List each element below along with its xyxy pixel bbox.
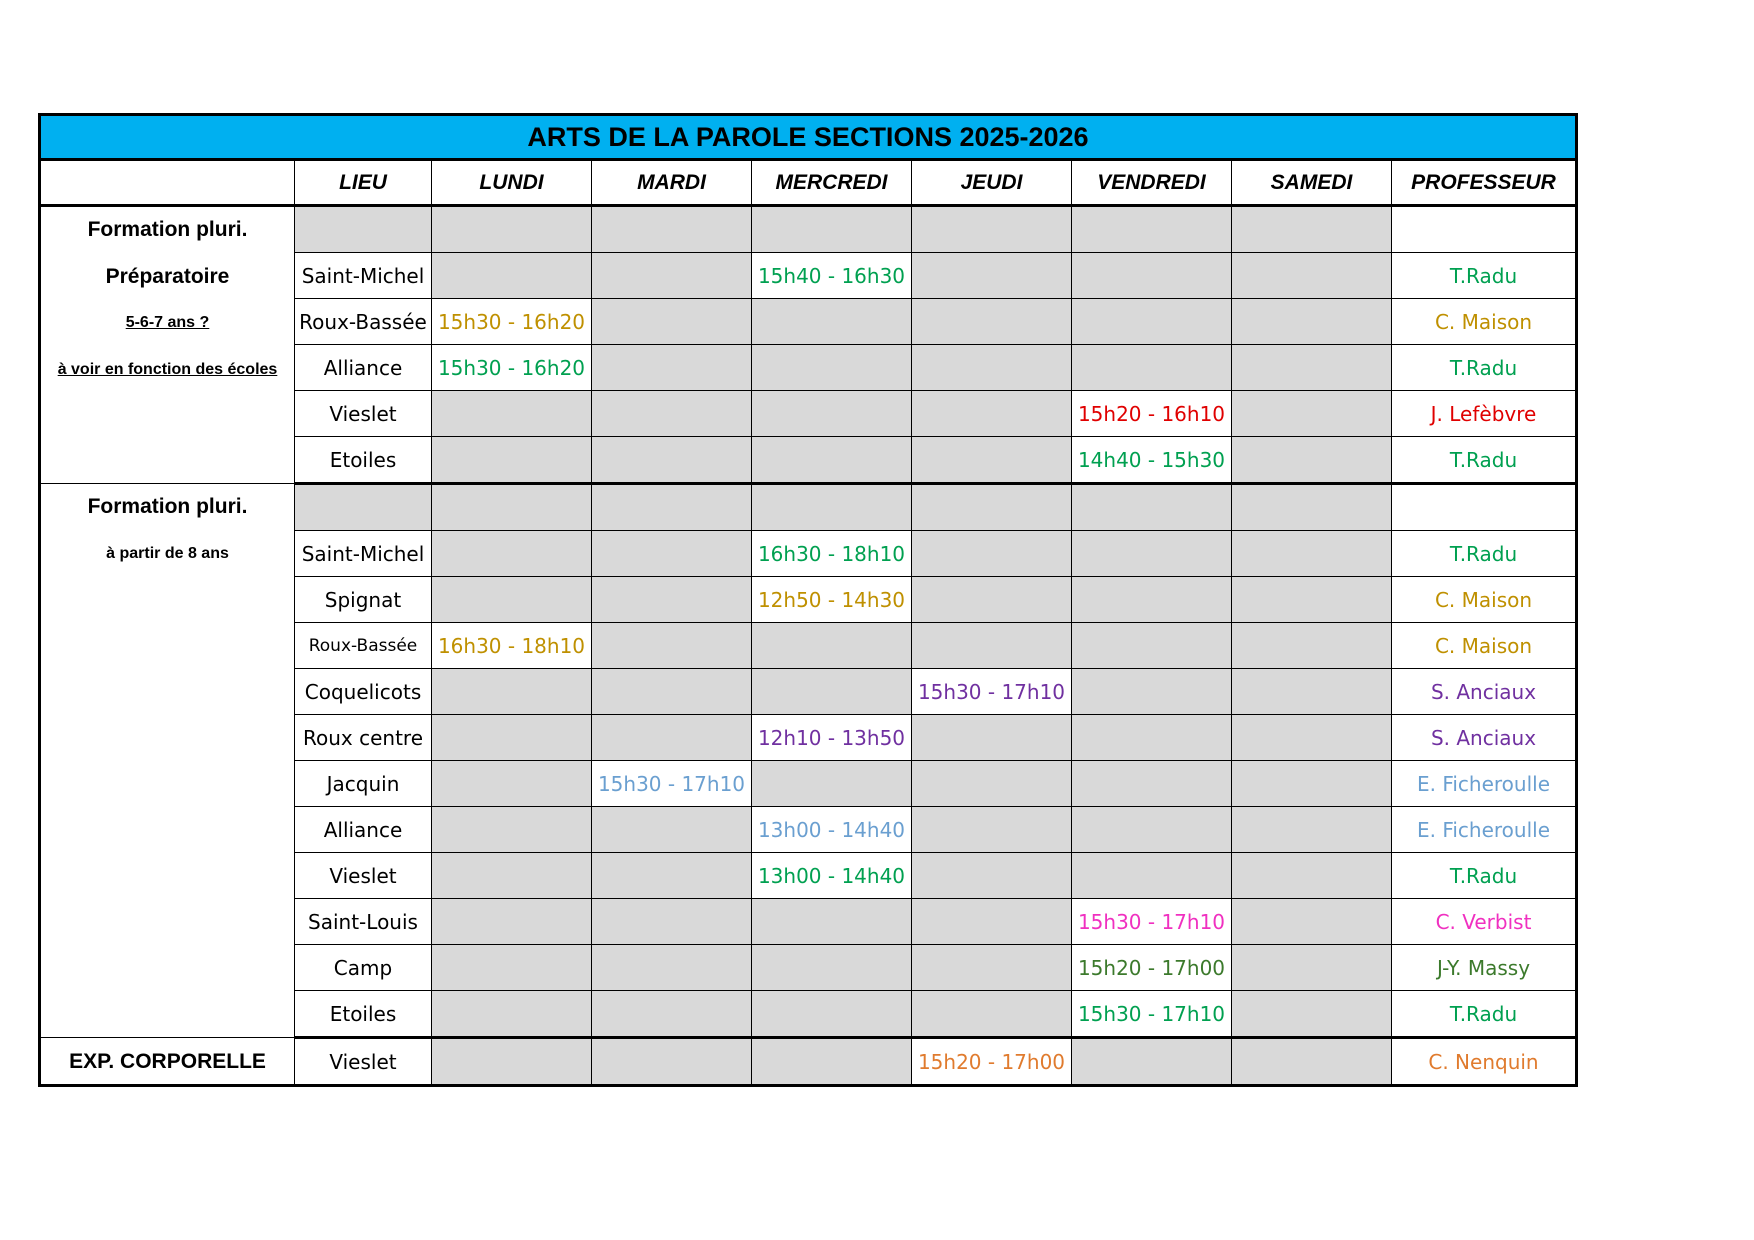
slot-lundi xyxy=(432,899,592,945)
slot-samedi xyxy=(1232,669,1392,715)
slot-samedi xyxy=(1232,253,1392,299)
slot-mercredi xyxy=(752,299,912,345)
slot-mercredi xyxy=(752,1038,912,1086)
slot-mardi: 15h30 - 17h10 xyxy=(592,761,752,807)
slot-jeudi xyxy=(912,484,1072,531)
slot-samedi xyxy=(1232,715,1392,761)
slot-lundi xyxy=(432,761,592,807)
slot-lundi xyxy=(432,715,592,761)
section-label-cell xyxy=(40,484,295,1038)
slot-samedi xyxy=(1232,1038,1392,1086)
header-mercredi: MERCREDI xyxy=(752,160,912,206)
slot-jeudi xyxy=(912,853,1072,899)
slot-lundi xyxy=(432,1038,592,1086)
slot-samedi xyxy=(1232,345,1392,391)
slot-mercredi xyxy=(752,391,912,437)
lieu-cell: Etoiles xyxy=(295,437,432,484)
slot-samedi xyxy=(1232,853,1392,899)
professeur-cell: C. Verbist xyxy=(1392,899,1577,945)
lieu-cell: Vieslet xyxy=(295,1038,432,1086)
section-label-cell xyxy=(40,206,295,484)
section-note: 5-6-7 ans ? xyxy=(125,314,210,332)
professeur-cell: C. Maison xyxy=(1392,577,1577,623)
slot-jeudi xyxy=(912,945,1072,991)
slot-mercredi xyxy=(752,484,912,531)
lieu-cell: Roux centre xyxy=(295,715,432,761)
section-title: Préparatoire xyxy=(105,264,230,288)
professeur-cell: C. Maison xyxy=(1392,299,1577,345)
professeur-cell xyxy=(1392,484,1577,531)
slot-mardi xyxy=(592,807,752,853)
slot-vendredi: 14h40 - 15h30 xyxy=(1072,437,1232,484)
section-title: Formation pluri. xyxy=(87,495,248,519)
header-mardi: MARDI xyxy=(592,160,752,206)
slot-vendredi: 15h20 - 17h00 xyxy=(1072,945,1232,991)
slot-jeudi xyxy=(912,623,1072,669)
slot-lundi xyxy=(432,853,592,899)
slot-vendredi xyxy=(1072,484,1232,531)
professeur-cell: T.Radu xyxy=(1392,991,1577,1038)
slot-mardi xyxy=(592,899,752,945)
slot-mercredi: 16h30 - 18h10 xyxy=(752,531,912,577)
slot-lundi: 15h30 - 16h20 xyxy=(432,345,592,391)
slot-mercredi xyxy=(752,206,912,253)
slot-samedi xyxy=(1232,761,1392,807)
header-lieu: LIEU xyxy=(295,160,432,206)
slot-samedi xyxy=(1232,991,1392,1038)
slot-lundi xyxy=(432,391,592,437)
header-section xyxy=(40,160,295,206)
slot-samedi xyxy=(1232,391,1392,437)
slot-vendredi xyxy=(1072,715,1232,761)
slot-lundi: 15h30 - 16h20 xyxy=(432,299,592,345)
slot-jeudi xyxy=(912,391,1072,437)
slot-samedi xyxy=(1232,484,1392,531)
schedule-table xyxy=(38,113,1578,1087)
slot-vendredi xyxy=(1072,531,1232,577)
slot-lundi xyxy=(432,206,592,253)
slot-vendredi xyxy=(1072,853,1232,899)
slot-vendredi: 15h30 - 17h10 xyxy=(1072,899,1232,945)
slot-jeudi xyxy=(912,715,1072,761)
slot-lundi xyxy=(432,531,592,577)
section-note: à voir en fonction des écoles xyxy=(57,360,278,378)
slot-vendredi xyxy=(1072,206,1232,253)
table-row xyxy=(40,206,1577,253)
slot-vendredi xyxy=(1072,299,1232,345)
slot-mercredi: 12h50 - 14h30 xyxy=(752,577,912,623)
slot-mercredi: 13h00 - 14h40 xyxy=(752,807,912,853)
slot-mercredi xyxy=(752,991,912,1038)
section-title: EXP. CORPORELLE xyxy=(69,1049,266,1073)
slot-mercredi xyxy=(752,437,912,484)
section-title: Formation pluri. xyxy=(87,218,248,242)
slot-mercredi xyxy=(752,623,912,669)
slot-mardi xyxy=(592,1038,752,1086)
slot-vendredi xyxy=(1072,807,1232,853)
header-row xyxy=(40,160,1577,206)
lieu-cell: Alliance xyxy=(295,807,432,853)
slot-vendredi: 15h30 - 17h10 xyxy=(1072,991,1232,1038)
slot-mardi xyxy=(592,531,752,577)
slot-samedi xyxy=(1232,531,1392,577)
lieu-cell: Vieslet xyxy=(295,391,432,437)
slot-mercredi xyxy=(752,345,912,391)
slot-mercredi xyxy=(752,945,912,991)
slot-jeudi xyxy=(912,437,1072,484)
table-row xyxy=(40,484,1577,531)
slot-jeudi xyxy=(912,206,1072,253)
slot-mercredi xyxy=(752,899,912,945)
slot-jeudi xyxy=(912,899,1072,945)
slot-vendredi xyxy=(1072,623,1232,669)
professeur-cell: T.Radu xyxy=(1392,531,1577,577)
professeur-cell: C. Nenquin xyxy=(1392,1038,1577,1086)
slot-jeudi: 15h20 - 17h00 xyxy=(912,1038,1072,1086)
slot-samedi xyxy=(1232,899,1392,945)
lieu-cell: Spignat xyxy=(295,577,432,623)
professeur-cell xyxy=(1392,206,1577,253)
slot-vendredi xyxy=(1072,761,1232,807)
slot-lundi xyxy=(432,577,592,623)
slot-samedi xyxy=(1232,206,1392,253)
professeur-cell: T.Radu xyxy=(1392,853,1577,899)
table-row xyxy=(40,1038,1577,1086)
slot-samedi xyxy=(1232,577,1392,623)
slot-vendredi xyxy=(1072,1038,1232,1086)
slot-mardi xyxy=(592,253,752,299)
slot-mardi xyxy=(592,623,752,669)
slot-mercredi: 13h00 - 14h40 xyxy=(752,853,912,899)
section-label-cell xyxy=(40,1038,295,1086)
lieu-cell: Vieslet xyxy=(295,853,432,899)
slot-vendredi: 15h20 - 16h10 xyxy=(1072,391,1232,437)
slot-lundi xyxy=(432,807,592,853)
slot-mardi xyxy=(592,945,752,991)
sheet-title: ARTS DE LA PAROLE SECTIONS 2025-2026 xyxy=(40,115,1577,160)
slot-jeudi xyxy=(912,345,1072,391)
slot-samedi xyxy=(1232,807,1392,853)
schedule-body xyxy=(40,206,1577,1086)
professeur-cell: S. Anciaux xyxy=(1392,715,1577,761)
slot-lundi: 16h30 - 18h10 xyxy=(432,623,592,669)
slot-mardi xyxy=(592,853,752,899)
slot-samedi xyxy=(1232,945,1392,991)
lieu-cell: Roux-Bassée xyxy=(295,299,432,345)
slot-jeudi xyxy=(912,807,1072,853)
lieu-cell: Saint-Louis xyxy=(295,899,432,945)
lieu-cell: Coquelicots xyxy=(295,669,432,715)
slot-vendredi xyxy=(1072,345,1232,391)
professeur-cell: T.Radu xyxy=(1392,345,1577,391)
slot-mardi xyxy=(592,715,752,761)
slot-lundi xyxy=(432,437,592,484)
lieu-cell: Saint-Michel xyxy=(295,253,432,299)
slot-mercredi xyxy=(752,669,912,715)
header-professeur: PROFESSEUR xyxy=(1392,160,1577,206)
slot-mardi xyxy=(592,669,752,715)
slot-jeudi xyxy=(912,991,1072,1038)
slot-samedi xyxy=(1232,437,1392,484)
slot-mardi xyxy=(592,206,752,253)
slot-mardi xyxy=(592,299,752,345)
professeur-cell: J-Y. Massy xyxy=(1392,945,1577,991)
professeur-cell: J. Lefèbvre xyxy=(1392,391,1577,437)
slot-mardi xyxy=(592,484,752,531)
slot-lundi xyxy=(432,669,592,715)
professeur-cell: C. Maison xyxy=(1392,623,1577,669)
slot-jeudi xyxy=(912,761,1072,807)
slot-mercredi xyxy=(752,761,912,807)
section-subtitle: à partir de 8 ans xyxy=(106,544,229,562)
slot-jeudi xyxy=(912,531,1072,577)
slot-vendredi xyxy=(1072,577,1232,623)
slot-samedi xyxy=(1232,299,1392,345)
professeur-cell: E. Ficheroulle xyxy=(1392,761,1577,807)
slot-mardi xyxy=(592,391,752,437)
lieu-cell: Camp xyxy=(295,945,432,991)
professeur-cell: E. Ficheroulle xyxy=(1392,807,1577,853)
slot-mercredi: 15h40 - 16h30 xyxy=(752,253,912,299)
slot-jeudi xyxy=(912,577,1072,623)
header-samedi: SAMEDI xyxy=(1232,160,1392,206)
professeur-cell: T.Radu xyxy=(1392,437,1577,484)
slot-vendredi xyxy=(1072,669,1232,715)
lieu-cell: Alliance xyxy=(295,345,432,391)
slot-jeudi xyxy=(912,253,1072,299)
lieu-cell: Roux-Bassée xyxy=(295,623,432,669)
lieu-cell xyxy=(295,484,432,531)
slot-mardi xyxy=(592,345,752,391)
slot-lundi xyxy=(432,253,592,299)
slot-samedi xyxy=(1232,623,1392,669)
lieu-cell: Jacquin xyxy=(295,761,432,807)
header-jeudi: JEUDI xyxy=(912,160,1072,206)
professeur-cell: S. Anciaux xyxy=(1392,669,1577,715)
slot-vendredi xyxy=(1072,253,1232,299)
slot-jeudi xyxy=(912,299,1072,345)
slot-lundi xyxy=(432,945,592,991)
lieu-cell xyxy=(295,206,432,253)
lieu-cell: Etoiles xyxy=(295,991,432,1038)
slot-lundi xyxy=(432,991,592,1038)
header-lundi: LUNDI xyxy=(432,160,592,206)
slot-mardi xyxy=(592,437,752,484)
slot-lundi xyxy=(432,484,592,531)
slot-mardi xyxy=(592,577,752,623)
slot-mardi xyxy=(592,991,752,1038)
professeur-cell: T.Radu xyxy=(1392,253,1577,299)
header-vendredi: VENDREDI xyxy=(1072,160,1232,206)
lieu-cell: Saint-Michel xyxy=(295,531,432,577)
slot-jeudi: 15h30 - 17h10 xyxy=(912,669,1072,715)
slot-mercredi: 12h10 - 13h50 xyxy=(752,715,912,761)
